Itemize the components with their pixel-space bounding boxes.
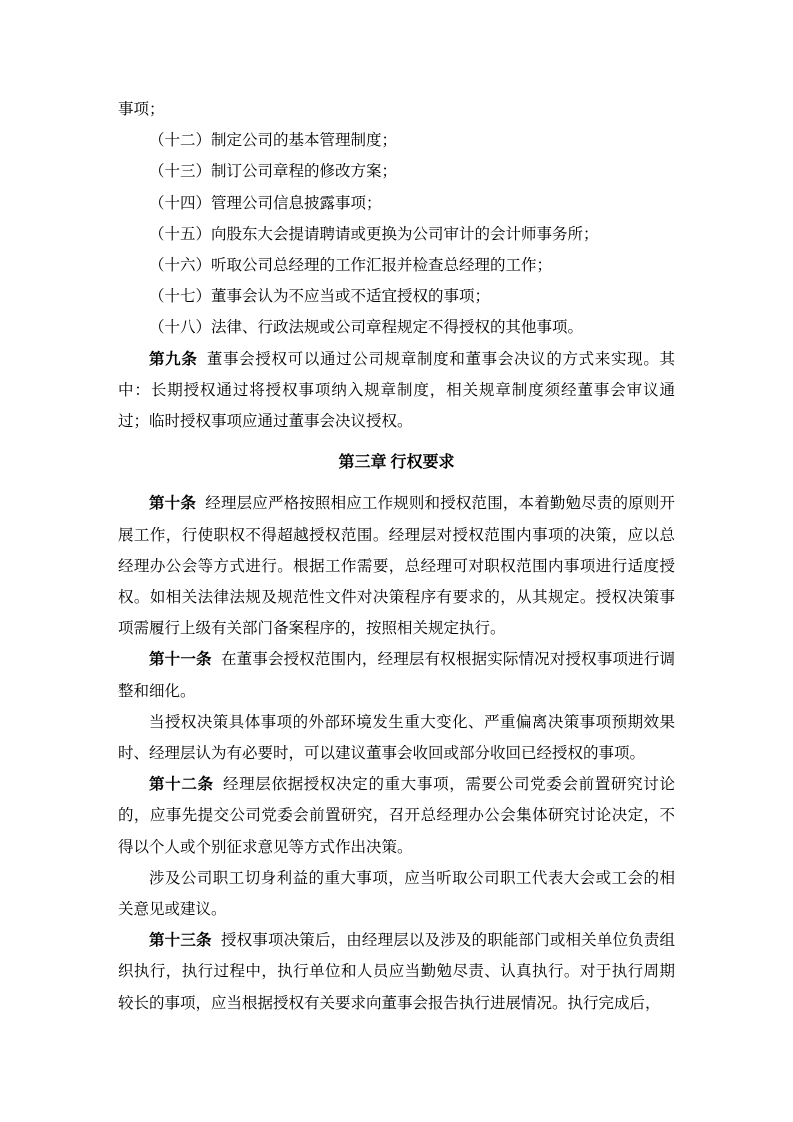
chapter-heading: 第三章 行权要求 bbox=[338, 454, 455, 472]
paragraph-employee-interests bbox=[118, 863, 675, 925]
paragraph-text: 涉及公司职工切身利益的重大事项，应当听取公司职工代表大会或工会的相关意见或建议。 bbox=[118, 869, 675, 919]
article-9-number: 第九条 bbox=[149, 350, 198, 368]
list-item-18 bbox=[118, 312, 675, 343]
list-item-16 bbox=[118, 250, 675, 281]
list-item-text: （十八）法律、行政法规或公司章程规定不得授权的其他事项。 bbox=[149, 319, 584, 337]
paragraph-text: 当授权决策具体事项的外部环境发生重大变化、严重偏离决策事项预期效果时、经理层认为有必要时，可以建议董事会收回或部分收回已经授权的事项。 bbox=[118, 713, 675, 763]
list-item-12 bbox=[118, 125, 675, 156]
article-13-text: 授权事项决策后，由经理层以及涉及的职能部门或相关单位负责组织执行，执行过程中，执行单位和人员应当勤勉尽责、认真执行。对于执行周期较长的事项，应当根据授权有关要求向董事会报告执行进展情况。执行完成后， bbox=[118, 932, 675, 1012]
paragraph-continuation bbox=[118, 94, 675, 125]
list-item-15 bbox=[118, 219, 675, 250]
article-12-text: 经理层依据授权决定的重大事项，需要公司党委会前置研究讨论的，应事先提交公司党委会前置研究，召开总经理办公会集体研究讨论决定，不得以个人或个别征求意见等方式作出决策。 bbox=[118, 776, 675, 856]
document-content bbox=[118, 94, 675, 1019]
article-9 bbox=[118, 344, 675, 438]
list-item-text: （十七）董事会认为不应当或不适宜授权的事项； bbox=[149, 288, 491, 306]
article-12 bbox=[118, 769, 675, 863]
list-item-text: （十四）管理公司信息披露事项； bbox=[149, 194, 382, 212]
article-9-text: 董事会授权可以通过公司规章制度和董事会决议的方式来实现。其中：长期授权通过将授权事项纳入规章制度，相关规章制度须经董事会审议通过；临时授权事项应通过董事会决议授权。 bbox=[118, 350, 675, 431]
article-10 bbox=[118, 488, 675, 644]
list-item-text: （十二）制定公司的基本管理制度； bbox=[149, 132, 398, 150]
list-item-text: （十六）听取公司总经理的工作汇报并检查总经理的工作； bbox=[149, 257, 553, 275]
article-11-text: 在董事会授权范围内，经理层有权根据实际情况对授权事项进行调整和细化。 bbox=[118, 651, 675, 700]
list-item-text: （十五）向股东大会提请聘请或更换为公司审计的会计师事务所； bbox=[149, 225, 599, 243]
article-11 bbox=[118, 644, 675, 706]
article-10-number: 第十条 bbox=[149, 495, 196, 513]
list-item-17 bbox=[118, 281, 675, 312]
paragraph-text: 事项； bbox=[118, 101, 165, 118]
paragraph-withdraw-authorization bbox=[118, 707, 675, 769]
article-11-number: 第十一条 bbox=[149, 651, 212, 669]
list-item-13 bbox=[118, 156, 675, 187]
article-10-text: 经理层应严格按照相应工作规则和授权范围，本着勤勉尽责的原则开展工作，行使职权不得超越授权范围。经理层对授权范围内事项的决策，应以总经理办公会等方式进行。根据工作需要，总经理可对职权范围内事项进行适度授权。如相关法律法规及规范性文件对决策程序有要求的，从其规定。授权决策事项需履行上级有关部门备案程序的，按照相关规定执行。 bbox=[118, 495, 675, 638]
list-item-text: （十三）制订公司章程的修改方案； bbox=[149, 163, 398, 181]
article-13 bbox=[118, 925, 675, 1019]
article-13-number: 第十三条 bbox=[149, 932, 212, 950]
list-item-14 bbox=[118, 188, 675, 219]
article-12-number: 第十二条 bbox=[149, 776, 214, 794]
